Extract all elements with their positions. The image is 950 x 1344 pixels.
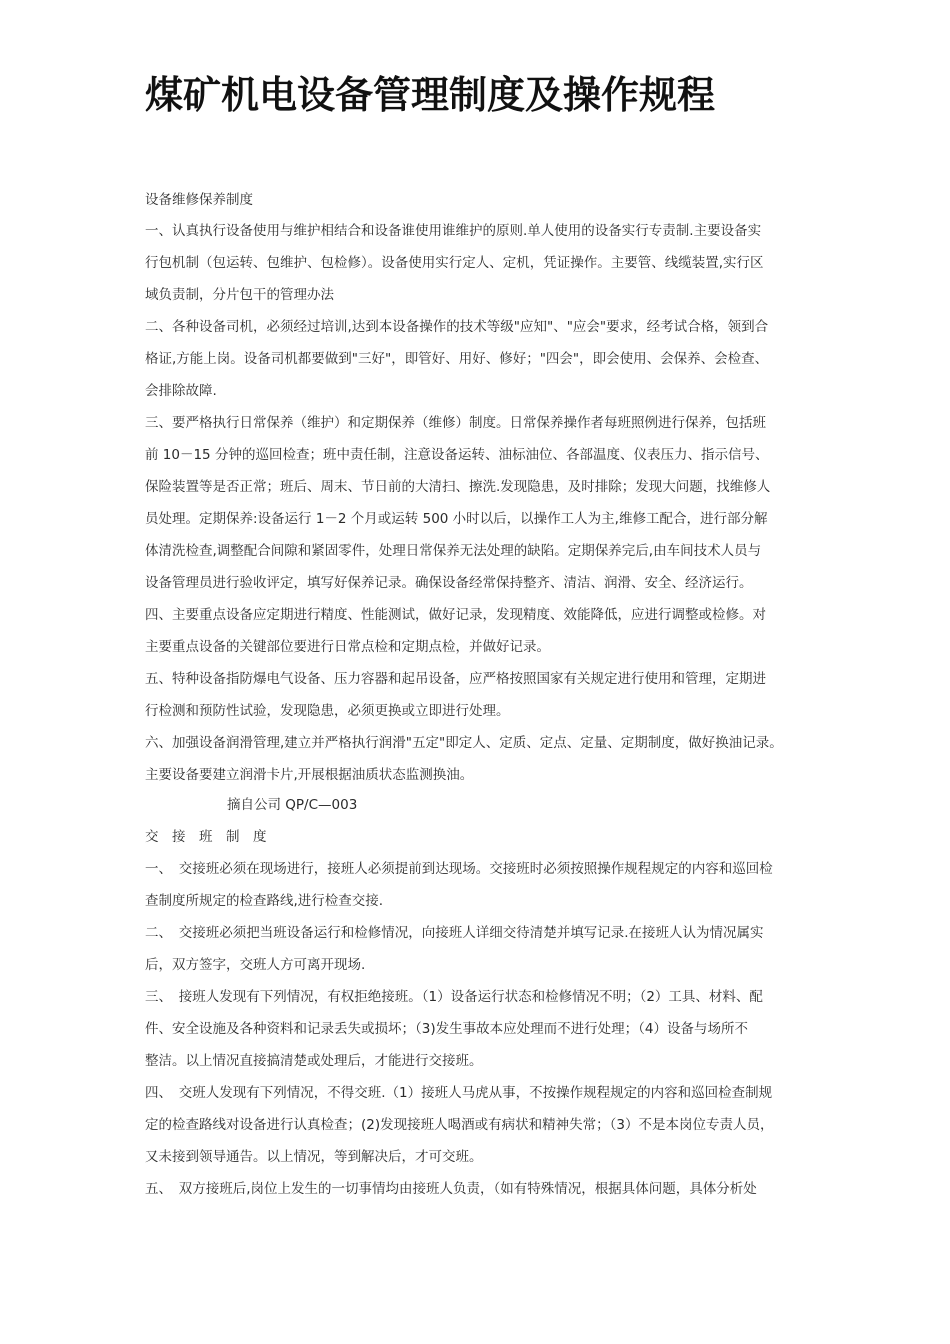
paragraph-line: 主要重点设备的关键部位要进行日常点检和定期点检，并做好记录。: [145, 639, 550, 655]
paragraph-line: 一、 交接班必须在现场进行，接班人必须提前到达现场。交接班时必须按照操作规程规定的内容和巡回检: [145, 861, 773, 877]
paragraph-line: 四、主要重点设备应定期进行精度、性能测试，做好记录，发现精度、效能降低，应进行调整或检修。对: [145, 607, 766, 623]
paragraph-line: 二、 交接班必须把当班设备运行和检修情况，向接班人详细交待清楚并填写记录.在接班人认为情况属实: [145, 925, 764, 941]
paragraph-line: 五、特种设备指防爆电气设备、压力容器和起吊设备，应严格按照国家有关规定进行使用和管理，定期进: [145, 671, 766, 687]
paragraph-line: 查制度所规定的检查路线,进行检查交接.: [145, 893, 384, 909]
paragraph-line: 三、要严格执行日常保养（维护）和定期保养（维修）制度。日常保养操作者每班照例进行保养，包括班: [145, 415, 766, 431]
paragraph-line: 域负责制，分片包干的管理办法: [145, 287, 334, 303]
section-heading-maintenance: 设备维修保养制度: [145, 192, 253, 208]
paragraph-line: 六、加强设备润滑管理,建立并严格执行润滑"五定"即定人、定质、定点、定量、定期制度，做好换油记录。: [145, 735, 783, 751]
paragraph-line: 会排除故障.: [145, 383, 217, 399]
paragraph-line: 件、安全设施及各种资料和记录丢失或损坏；（3)发生事故本应处理而不进行处理；（4）设备与场所不: [145, 1021, 748, 1037]
paragraph-line: 格证,方能上岗。设备司机都要做到"三好"，即管好、用好、修好；"四会"，即会使用、会保养、会检查、: [145, 351, 769, 367]
paragraph-line: 定的检查路线对设备进行认真检查；(2)发现接班人喝酒或有病状和精神失常；（3）不是本岗位专责人员，: [145, 1117, 774, 1133]
paragraph-line: 行包机制（包运转、包维护、包检修）。设备使用实行定人、定机，凭证操作。主要管、线缆装置,实行区: [145, 255, 764, 271]
paragraph-line: 四、 交班人发现有下列情况，不得交班.（1）接班人马虎从事，不按操作规程规定的内容和巡回检查制规: [145, 1085, 773, 1101]
paragraph-line: 五、 双方接班后,岗位上发生的一切事情均由接班人负责，（如有特殊情况，根据具体问题，具体分析处: [145, 1181, 757, 1197]
paragraph-line: 前 10－15 分钟的巡回检查；班中责任制，注意设备运转、油标油位、各部温度、仪表压力、指示信号、: [145, 447, 769, 463]
section-heading-shift-handover: 交 接 班 制 度: [145, 829, 267, 845]
paragraph-line: 整洁。以上情况直接搞清楚或处理后，才能进行交接班。: [145, 1053, 483, 1069]
source-attribution: 摘自公司 QP/C—003: [227, 797, 358, 813]
paragraph-line: 设备管理员进行验收评定，填写好保养记录。确保设备经常保持整齐、清洁、润滑、安全、经济运行。: [145, 575, 753, 591]
paragraph-line: 二、各种设备司机，必须经过培训,达到本设备操作的技术等级"应知"、"应会"要求，经考试合格，领到合: [145, 319, 769, 335]
paragraph-line: 保险装置等是否正常；班后、周末、节日前的大清扫、擦洗.发现隐患，及时排除；发现大问题，找维修人: [145, 479, 771, 495]
paragraph-line: 三、 接班人发现有下列情况，有权拒绝接班。（1）设备运行状态和检修情况不明；（2）工具、材料、配: [145, 989, 763, 1005]
paragraph-line: 后，双方签字，交班人方可离开现场.: [145, 957, 366, 973]
document-title: 煤矿机电设备管理制度及操作规程: [145, 73, 716, 117]
paragraph-line: 体清洗检查,调整配合间隙和紧固零件，处理日常保养无法处理的缺陷。定期保养完后,由车间技术人员与: [145, 543, 762, 559]
paragraph-line: 主要设备要建立润滑卡片,开展根据油质状态监测换油。: [145, 767, 474, 783]
paragraph-line: 行检测和预防性试验，发现隐患，必须更换或立即进行处理。: [145, 703, 510, 719]
paragraph-line: 员处理。定期保养:设备运行 1－2 个月或运转 500 小时以后，以操作工人为主,维修工配合，进行部分解: [145, 511, 768, 527]
paragraph-line: 一、认真执行设备使用与维护相结合和设备谁使用谁维护的原则.单人使用的设备实行专责制.主要设备实: [145, 223, 762, 239]
paragraph-line: 又未接到领导通告。以上情况，等到解决后，才可交班。: [145, 1149, 483, 1165]
